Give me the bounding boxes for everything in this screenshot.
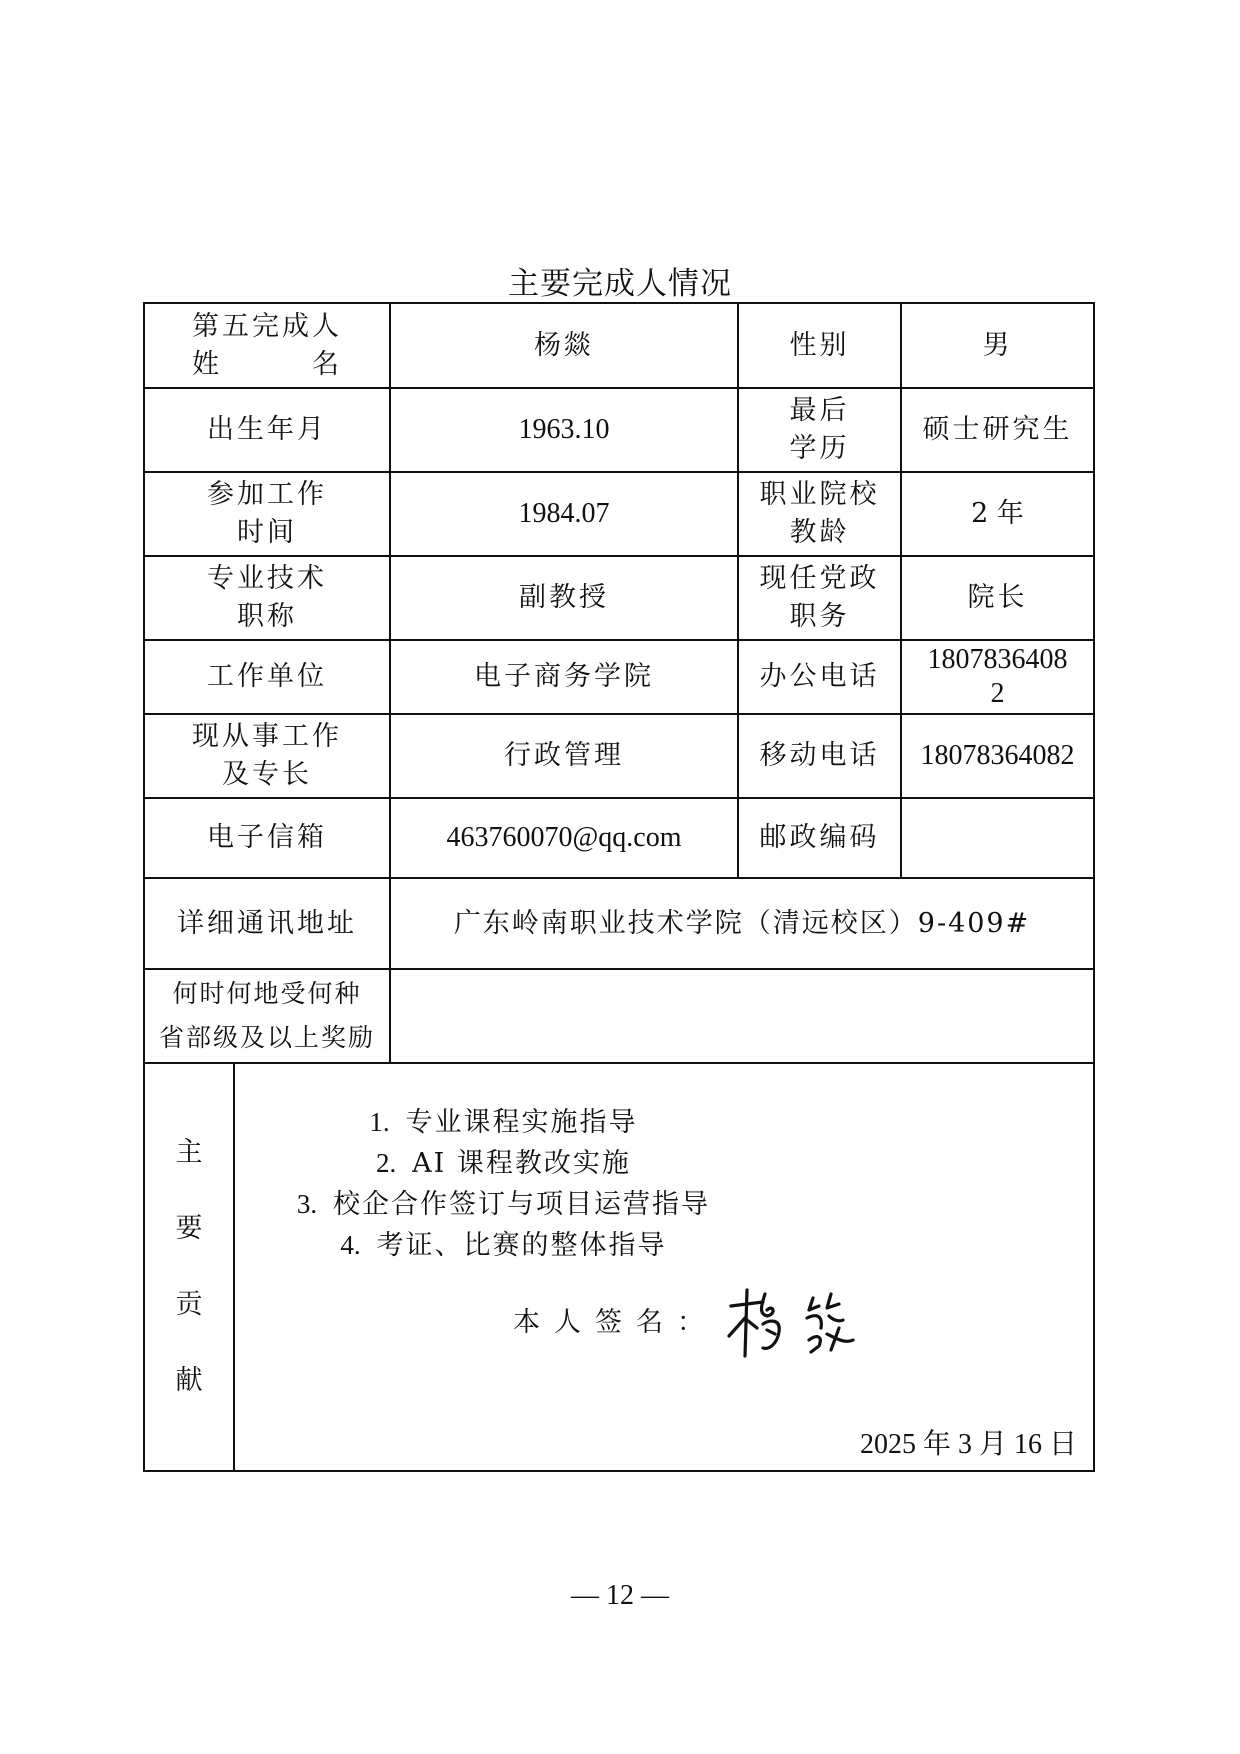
page-title: 主要完成人情况	[508, 266, 732, 302]
unit-label: 工作单位	[144, 640, 390, 714]
email-value: 463760070@qq.com	[390, 798, 738, 878]
contribution-label: 主 要 贡 献	[144, 1063, 234, 1471]
table-row	[144, 640, 1094, 714]
signature-date: 2025 年 3 月 16 日	[859, 1429, 1077, 1460]
contribution-content	[234, 1063, 1094, 1471]
gender-value: 男	[901, 303, 1094, 388]
professional-title-label: 专业技术 职称	[144, 556, 390, 640]
work-specialty-value: 行政管理	[390, 714, 738, 798]
table-row	[144, 798, 1094, 878]
teaching-years-value: 2 年	[901, 472, 1094, 556]
work-start-label: 参加工作 时间	[144, 472, 390, 556]
list-item: 3. 校企合作签订与项目运营指导	[296, 1189, 710, 1220]
signature-label: 本人签名：	[513, 1307, 718, 1338]
info-table	[143, 302, 1095, 1472]
email-label: 电子信箱	[144, 798, 390, 878]
list-item: 1. 专业课程实施指导	[369, 1107, 638, 1138]
table-row	[144, 969, 1094, 1063]
contribution-list	[281, 1102, 710, 1266]
work-specialty-label: 现从事工作 及专长	[144, 714, 390, 798]
table-row	[144, 1063, 1094, 1471]
list-item: 4. 考证、比赛的整体指导	[340, 1230, 667, 1261]
office-phone-value: 1807836408 2	[901, 640, 1094, 714]
unit-value: 电子商务学院	[390, 640, 738, 714]
table-row	[144, 472, 1094, 556]
professional-title-value: 副教授	[390, 556, 738, 640]
list-item: 2. AI 课程教改实施	[376, 1148, 631, 1179]
table-row	[144, 714, 1094, 798]
birth-label: 出生年月	[144, 388, 390, 472]
address-value: 广东岭南职业技术学院（清远校区）9-409#	[390, 878, 1094, 969]
teaching-years-label: 职业院校 教龄	[738, 472, 901, 556]
postcode-value	[901, 798, 1094, 878]
post-value: 院长	[901, 556, 1094, 640]
table-row	[144, 388, 1094, 472]
mobile-phone-value: 18078364082	[901, 714, 1094, 798]
table-row	[144, 303, 1094, 388]
education-value: 硕士研究生	[901, 388, 1094, 472]
handwritten-signature	[723, 1284, 873, 1364]
office-phone-label: 办公电话	[738, 640, 901, 714]
address-label: 详细通讯地址	[144, 878, 390, 969]
table-row	[144, 878, 1094, 969]
work-start-value: 1984.07	[390, 472, 738, 556]
page-number: — 12 —	[571, 1580, 669, 1611]
postcode-label: 邮政编码	[738, 798, 901, 878]
education-label: 最后 学历	[738, 388, 901, 472]
post-label: 现任党政 职务	[738, 556, 901, 640]
table-row	[144, 556, 1094, 640]
mobile-phone-label: 移动电话	[738, 714, 901, 798]
name-value: 杨燚	[390, 303, 738, 388]
awards-label: 何时何地受何种 省部级及以上奖励	[144, 969, 390, 1063]
awards-value	[390, 969, 1094, 1063]
gender-label: 性别	[738, 303, 901, 388]
birth-value: 1963.10	[390, 388, 738, 472]
name-label: 第五完成人 姓 名	[144, 303, 390, 388]
